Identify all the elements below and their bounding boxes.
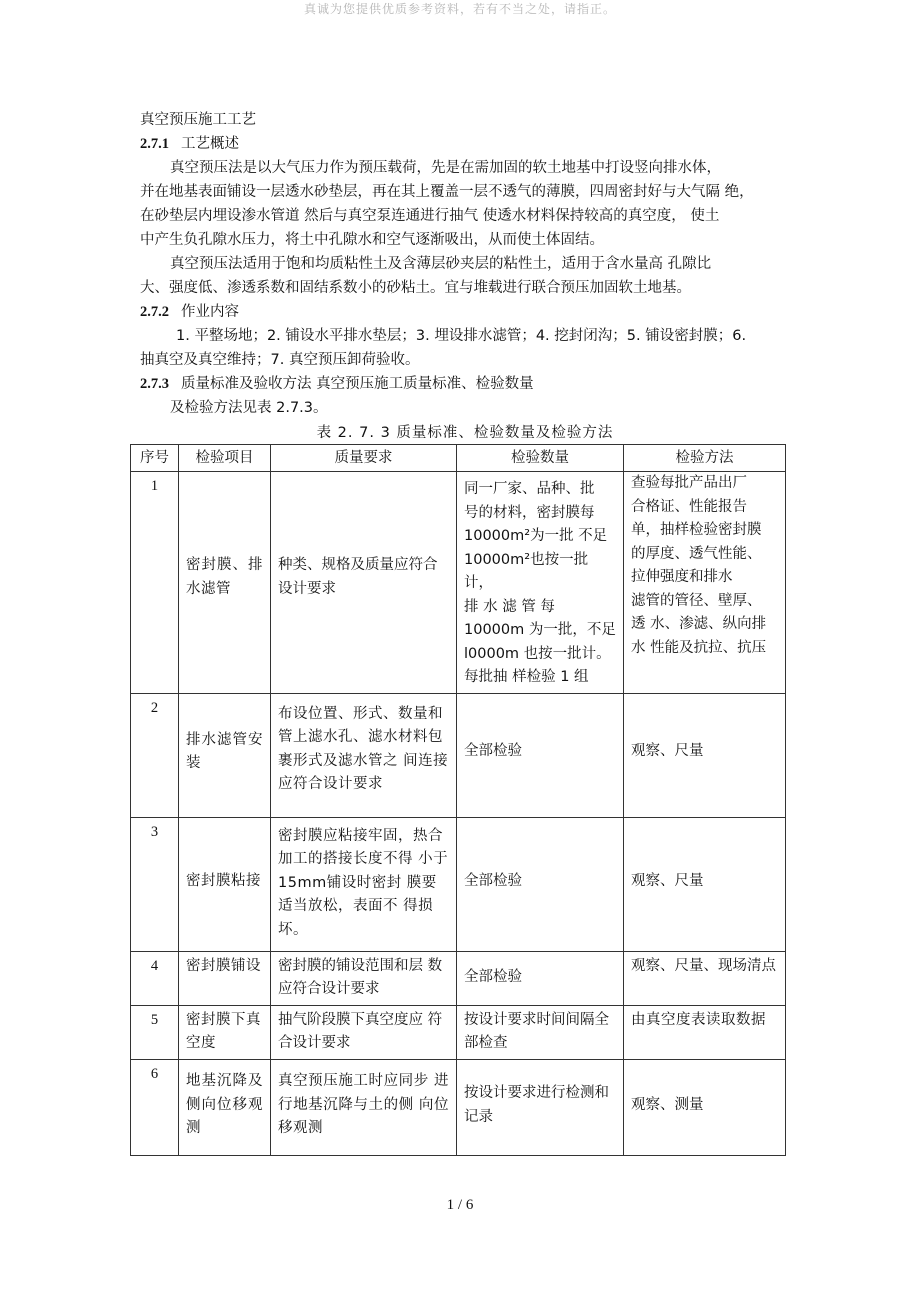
section-heading-272 <box>140 300 790 324</box>
inspection-quantity: 同一厂家、品种、批 号的材料，密封膜每 10000m²为一批 不足 10000m²也按一批计， 排 水 滤 管 每 10000m 为一批，不足 l0000m 也按一批计。 每批抽 样检验 1 组 <box>457 472 624 694</box>
header-cell: 检验数量 <box>457 445 624 472</box>
inspection-quantity: 按设计要求进行检测和记录 <box>457 1059 624 1155</box>
inspection-method: 观察、尺量 <box>624 817 786 951</box>
table-row <box>131 1005 786 1059</box>
quality-requirement: 布设位置、形式、数量和管上滤水孔、滤水材料包裹形式及滤水管之 间连接应符合设计要求 <box>271 693 457 817</box>
table-row <box>131 693 786 817</box>
inspection-item: 排水滤管安装 <box>179 693 271 817</box>
section-title: 作业内容 <box>181 304 239 320</box>
header-cell: 序号 <box>131 445 179 472</box>
table-row <box>131 1059 786 1155</box>
section-number: 2.7.2 <box>140 304 169 320</box>
paragraph-line: 大、强度低、渗透系数和固结系数小的砂粘土。宜与堆载进行联合预压加固软土地基。 <box>140 280 691 296</box>
row-number: 4 <box>131 951 179 1005</box>
paragraph-line: 并在地基表面铺设一层透水砂垫层，再在其上覆盖一层不透气的薄膜，四周密封好与大气隔 绝， <box>140 184 754 200</box>
section-heading-271 <box>140 132 790 156</box>
inspection-quantity: 按设计要求时间间隔全部检查 <box>457 1005 624 1059</box>
paragraph-line: 真空预压法适用于饱和均质粘性土及含薄层砂夹层的粘性土，适用于含水量高 孔隙比 <box>170 256 712 272</box>
quality-requirement: 抽气阶段膜下真空度应 符合设计要求 <box>271 1005 457 1059</box>
inspection-item: 地基沉降及侧向位移观测 <box>179 1059 271 1155</box>
watermark-banner: 真诚为您提供优质参考资料，若有不当之处，请指正。 <box>303 2 616 16</box>
table-row <box>131 472 786 694</box>
row-number: 1 <box>131 472 179 694</box>
section-heading-273 <box>140 372 790 396</box>
table-header-row <box>131 445 786 472</box>
inspection-item: 密封膜下真空度 <box>179 1005 271 1059</box>
header-cell: 质量要求 <box>271 445 457 472</box>
inspection-item: 密封膜、排水滤管 <box>179 472 271 694</box>
section-number: 2.7.1 <box>140 136 169 152</box>
paragraph-line: 及检验方法见表 2.7.3。 <box>170 400 328 416</box>
quality-requirement: 种类、规格及质量应符合设计要求 <box>271 472 457 694</box>
table-caption: 表 2. 7. 3 质量标准、检验数量及检验方法 <box>316 425 614 441</box>
document-body <box>140 108 790 444</box>
inspection-quantity: 全部检验 <box>457 951 624 1005</box>
row-number: 2 <box>131 693 179 817</box>
quality-requirement: 密封膜应粘接牢固，热合加工的搭接长度不得 小于 15mm铺设时密封 膜要适当放松，表面不 得损坏。 <box>271 817 457 951</box>
inspection-method: 观察、尺量、现场清点 <box>624 951 786 1005</box>
section-number: 2.7.3 <box>140 376 169 392</box>
inspection-item: 密封膜铺设 <box>179 951 271 1005</box>
section-title: 质量标准及验收方法 真空预压施工质量标准、检验数量 <box>181 376 534 392</box>
row-number: 5 <box>131 1005 179 1059</box>
header-cell: 检验项目 <box>179 445 271 472</box>
inspection-item: 密封膜粘接 <box>179 817 271 951</box>
row-number: 6 <box>131 1059 179 1155</box>
row-number: 3 <box>131 817 179 951</box>
inspection-method: 观察、尺量 <box>624 693 786 817</box>
table-row <box>131 817 786 951</box>
paragraph-line: 抽真空及真空维持；7. 真空预压卸荷验收。 <box>140 352 420 368</box>
inspection-quantity: 全部检验 <box>457 817 624 951</box>
paragraph-line: 1. 平整场地；2. 铺设水平排水垫层；3. 埋设排水滤管；4. 挖封闭沟；5. 铺设密封膜；6. <box>176 328 747 344</box>
doc-title: 真空预压施工工艺 <box>140 112 256 128</box>
quality-requirement: 真空预压施工时应同步 进行地基沉降与土的侧 向位移观测 <box>271 1059 457 1155</box>
section-title: 工艺概述 <box>181 136 239 152</box>
page-number: 1 / 6 <box>446 1197 474 1213</box>
quality-table <box>130 444 786 1156</box>
header-cell: 检验方法 <box>624 445 786 472</box>
inspection-method: 由真空度表读取数据 <box>624 1005 786 1059</box>
inspection-method: 查验每批产品出厂 合格证、性能报告 单，抽样检验密封膜 的厚度、透气性能、 拉伸强度和排水 滤管的管径、壁厚、 透 水、渗滤、纵向排 水 性能及抗拉、抗压 <box>624 472 786 694</box>
paragraph-line: 中产生负孔隙水压力，将土中孔隙水和空气逐渐吸出，从而使土体固结。 <box>140 232 604 248</box>
table-row <box>131 951 786 1005</box>
inspection-quantity: 全部检验 <box>457 693 624 817</box>
paragraph-line: 在砂垫层内埋设渗水管道 然后与真空泵连通进行抽气 使透水材料保持较高的真空度， 使土 <box>140 208 720 224</box>
inspection-method: 观察、测量 <box>624 1059 786 1155</box>
quality-requirement: 密封膜的铺设范围和层 数应符合设计要求 <box>271 951 457 1005</box>
paragraph-line: 真空预压法是以大气压力作为预压载荷，先是在需加固的软土地基中打设竖向排水体， <box>170 160 721 176</box>
